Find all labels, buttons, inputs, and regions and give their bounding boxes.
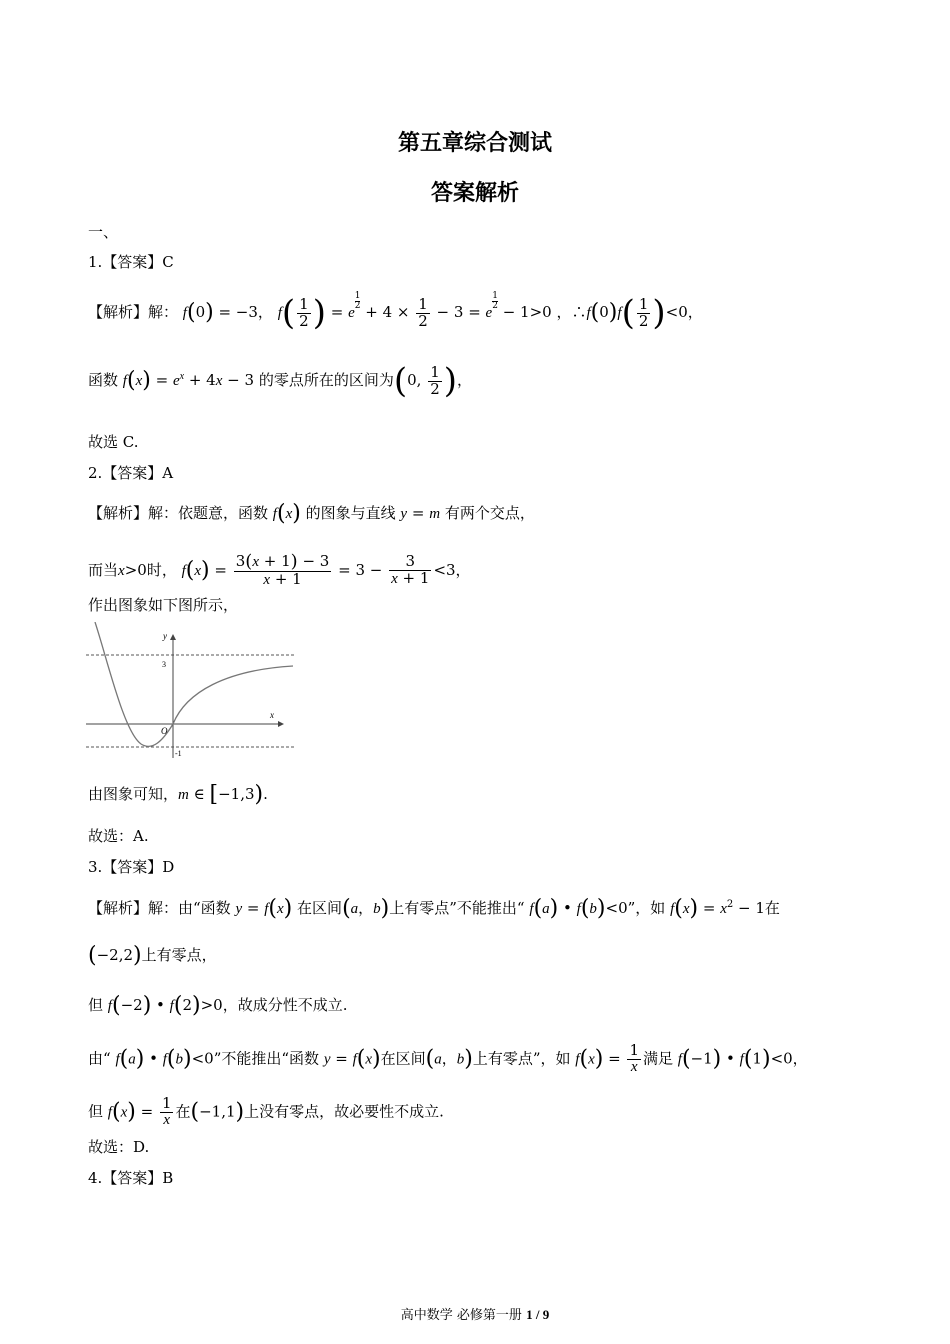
q2-conclusion: 故选：A. [88, 827, 149, 845]
q2-answer: 2.【答案】A [88, 464, 174, 482]
footer-text: 高中数学 必修第一册 [400, 1308, 522, 1323]
q1-conclusion: 故选 C. [88, 433, 139, 451]
section-label: 一、 [88, 223, 119, 241]
q4-answer: 4.【答案】B [88, 1169, 174, 1187]
page-footer [0, 1304, 950, 1323]
q2-analysis-line3: 作出图象如下图所示， [88, 596, 239, 614]
y-axis-arrow-icon [170, 634, 176, 640]
q3-analysis-line3: 但 f(−2) • f(2)>0，故成分性不成立. [88, 993, 348, 1018]
tick-neg1: -1 [175, 749, 182, 758]
origin-label: O [161, 726, 168, 736]
x-axis-arrow-icon [278, 721, 284, 727]
q1-analysis-line2: 函数 $f(x) = e^x + 4x - 3$ 的零点所在的区间为(0, $\frac{1}{2}$ )， [88, 361, 473, 401]
y-axis-label: y [163, 631, 167, 641]
q3-analysis-line1: 【解析】解：由“函数 y = f(x) 在区间(a，b)上有零点”不能推出“ f(a) • f(b)<0”，如 $f(x) = x^2 - 1$在 [88, 896, 780, 921]
page-number: 1 / 9 [526, 1307, 550, 1322]
q1-answer: 1.【答案】C [88, 253, 174, 271]
q3-answer: 3.【答案】D [88, 858, 175, 876]
x-axis-label: x [270, 710, 274, 720]
q3-analysis-line2: (−2,2)上有零点， [88, 943, 217, 968]
q2-analysis-line4: 由图象可知，m ∈ [−1,3). [88, 782, 268, 807]
function-curve [95, 622, 293, 746]
tick-3: 3 [162, 660, 166, 669]
q3-analysis-line5: 但 f(x) = $\frac{1}{x}$ 在(−1,1)上没有零点，故必要性不成立. [88, 1094, 444, 1128]
q2-analysis-line1: 【解析】解：依题意，函数 f(x) 的图象与直线 y = m 有两个交点， [88, 501, 535, 526]
q2-analysis-line2: 而当x>0时， f(x) = $\frac{3(x + 1) - 3}{x + 1}$ = 3 − $\frac{3}{x + 1}$ <3， [88, 551, 471, 588]
q1-analysis-line1: 【解析】解： f(0) = −3， f( $\frac{1}{2}$ ) = e $\frac{1}{2}$ + 4 × $\frac{1}{2}$ − 3 = e $\frac{1}{2}$ − 1>0 ，∴f(0)f( $\frac{1}{2}$ )<0， [88, 291, 703, 333]
function-graph [86, 622, 296, 758]
page-title: 第五章综合测试 [397, 131, 552, 156]
q3-analysis-line4: 由“ f(a) • f(b)<0”不能推出“函数 y = f(x)在区间(a，b)上有零点”，如 f(x) = $\frac{1}{x}$ 满足 f(−1) • f(1)<0， [88, 1041, 808, 1075]
page-subtitle: 答案解析 [430, 181, 519, 206]
q3-conclusion: 故选：D. [88, 1138, 150, 1156]
